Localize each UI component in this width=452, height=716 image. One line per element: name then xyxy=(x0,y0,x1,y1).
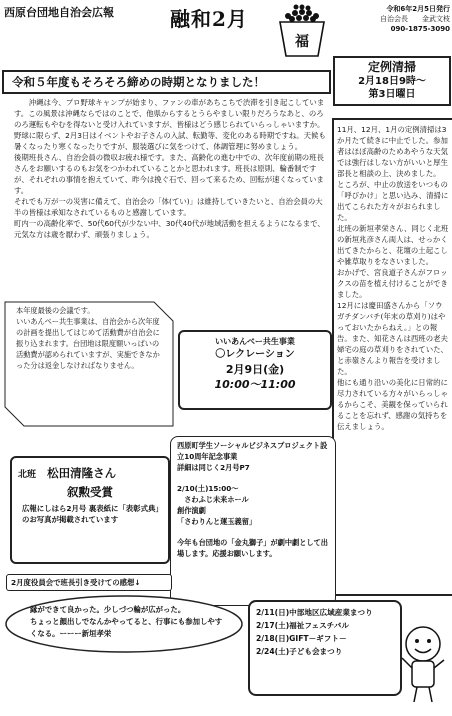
issue-date: 令和6年2月5日発行 xyxy=(386,5,450,13)
event-time: 10:00～11:00 xyxy=(214,378,296,391)
svg-text:福: 福 xyxy=(295,34,309,50)
publisher: 自治会長 金武文枝 xyxy=(380,15,450,23)
schedule-item: 2/11(日)中部地区広域産業まつり xyxy=(256,608,373,617)
headline: 令和５年度もそろそろ締めの時期となりました！ xyxy=(12,75,265,89)
cleaning-day: 第3日曜日 xyxy=(368,89,416,100)
award-box xyxy=(10,456,170,564)
phone-number: 090-1875-3090 xyxy=(390,25,450,33)
event-box xyxy=(178,330,332,410)
award-body: 広報にしはら2月号 裏表紙に「表彰式典」のお写真が掲載されています xyxy=(22,504,160,524)
award-name: 松田清隆さん xyxy=(47,466,117,480)
meeting-note-box xyxy=(4,301,174,427)
event-recreation: 〇レクレーション xyxy=(215,349,295,360)
logo-illustration xyxy=(272,0,332,60)
schedule-item: 2/17(土)福祉フェスチバル xyxy=(256,621,349,630)
award-han: 北班 xyxy=(18,470,37,480)
issue-info xyxy=(346,4,450,34)
schedule-item: 2/24(土)子ども会まつり xyxy=(256,647,343,656)
award-title: 叙勲受賞 xyxy=(67,485,113,499)
newsletter-title: 融和2月 xyxy=(170,7,248,31)
main-article: 沖縄は今、プロ野球キャンプが始まり、ファンの車があちこちで渋滞を引き起こしています。この風景は沖縄ならではのことで、他県からするとうらやましい限りだろうなあと、のろのろ運転もやむを得ないと受け入れていますが、皆様はどう感じられていらっしゃいますか。 野球に限らず、2月3日はイベントやお子さんの入試、転勤等、変化のある時期ですね。天候も暑くなったり寒くなったりですが、服装選びに気をつけて、体調管理に努めましょう。 後期班長さん、自治会員の微収お疲れ様です。また、高齢化の進む中での、次年度前期の班長さんをお願いするのもお気をつかわれていることかと思われます。班長は原則、輪番制ですが、それぞれの事情を抱えていて、昨今は挽ぐ石で、回って来るため、回転が速くなっています。 それでも万が一の災害に備えて、自治会の「体(てい)」は維持していきたいと、自治会員の大半の皆様は承知なされているものと感謝しています。 町内一の高齢化率で、50代60代が少ない中、30代40代が地域活動を担えるようになるまで、元気な方は歳を厭わず、頑張りましょう。 xyxy=(14,98,326,239)
meeting-note: 本年度最後の会議です。 いいあんべー共生事業は、自治会から次年度の計画を提出してはじめて活動費が自治会に振り込まれます。台団地は限度額いっぱいの活動費が認められていますが、実施できなかった分は返金しなければなりません。 xyxy=(16,306,160,370)
footer-note: 2月度役員会で班長引き受けての感想↓ xyxy=(6,574,172,591)
headline-box xyxy=(2,70,331,94)
org-name: 西原台団地自治会広報 xyxy=(4,6,114,19)
cleaning-date: 2月18日9時～ xyxy=(358,76,426,87)
speech-bubble xyxy=(4,594,244,654)
schedule-box xyxy=(248,600,402,696)
schedule-item: 2/18(日)GIFT－ギフト－ xyxy=(256,634,347,643)
cleaning-title: 定例清掃 xyxy=(367,60,416,74)
mascot-illustration xyxy=(398,624,448,706)
bubble-text: 縁ができて良かった。少しづつ輪が広がった。 ちょっと顔出しでなんかやってると、行事にも参加しやすくなる。ーーー新垣孝栄 xyxy=(30,605,223,638)
project-box: 西原町学生ソーシャルビジネスプロジェクト設立10周年記念事業 詳細は同じく2月号P7 2/10(土)15:00～ さわふじ未来ホール 創作演劇 「さわりんと運玉義留」 今年も台団地の「金丸獅子」が劇中劇として出場します。応援お願いします。 xyxy=(170,436,336,606)
event-title: いいあんべー共生事業 xyxy=(215,337,295,346)
cleaning-box xyxy=(333,56,451,106)
event-date: 2月9日(金) xyxy=(225,363,285,376)
cleaning-report: 11月、12月、1月の定例清掃は3か月たて続きに中止でした。参加者はほぼ高齢のためあやうな天気では強行はしない方がいいと厚生部長と相談の上、決めました。 ところが、中止の放送をいつもの「呼びかけ」と思い込み、清掃に出てこられた方々がおられました。 北班の新垣孝栄さん、同じく北班の新垣兆彦さん両人は、せっかく出てきたからと、花壇の土起こしや雑草取りをなさいました。 おかげで、宮良道子さんがフロックスの苗を植え付けることができました。 12月には慶田盛さんから「ソウガチダンバチ(年末の草刈り)はやっておいたからねえ。」との報告。また、知花さんは西班の老夫婦宅の庭の草刈りをされていた、と赤嶺さんより報告を受けました。 他にも通り沿いの美化に日常的に尽力されている方々がいらっしゃるからこそ、美観を保っていられることを忘れず、感謝の気持ちを伝えましょう。 xyxy=(332,118,452,596)
